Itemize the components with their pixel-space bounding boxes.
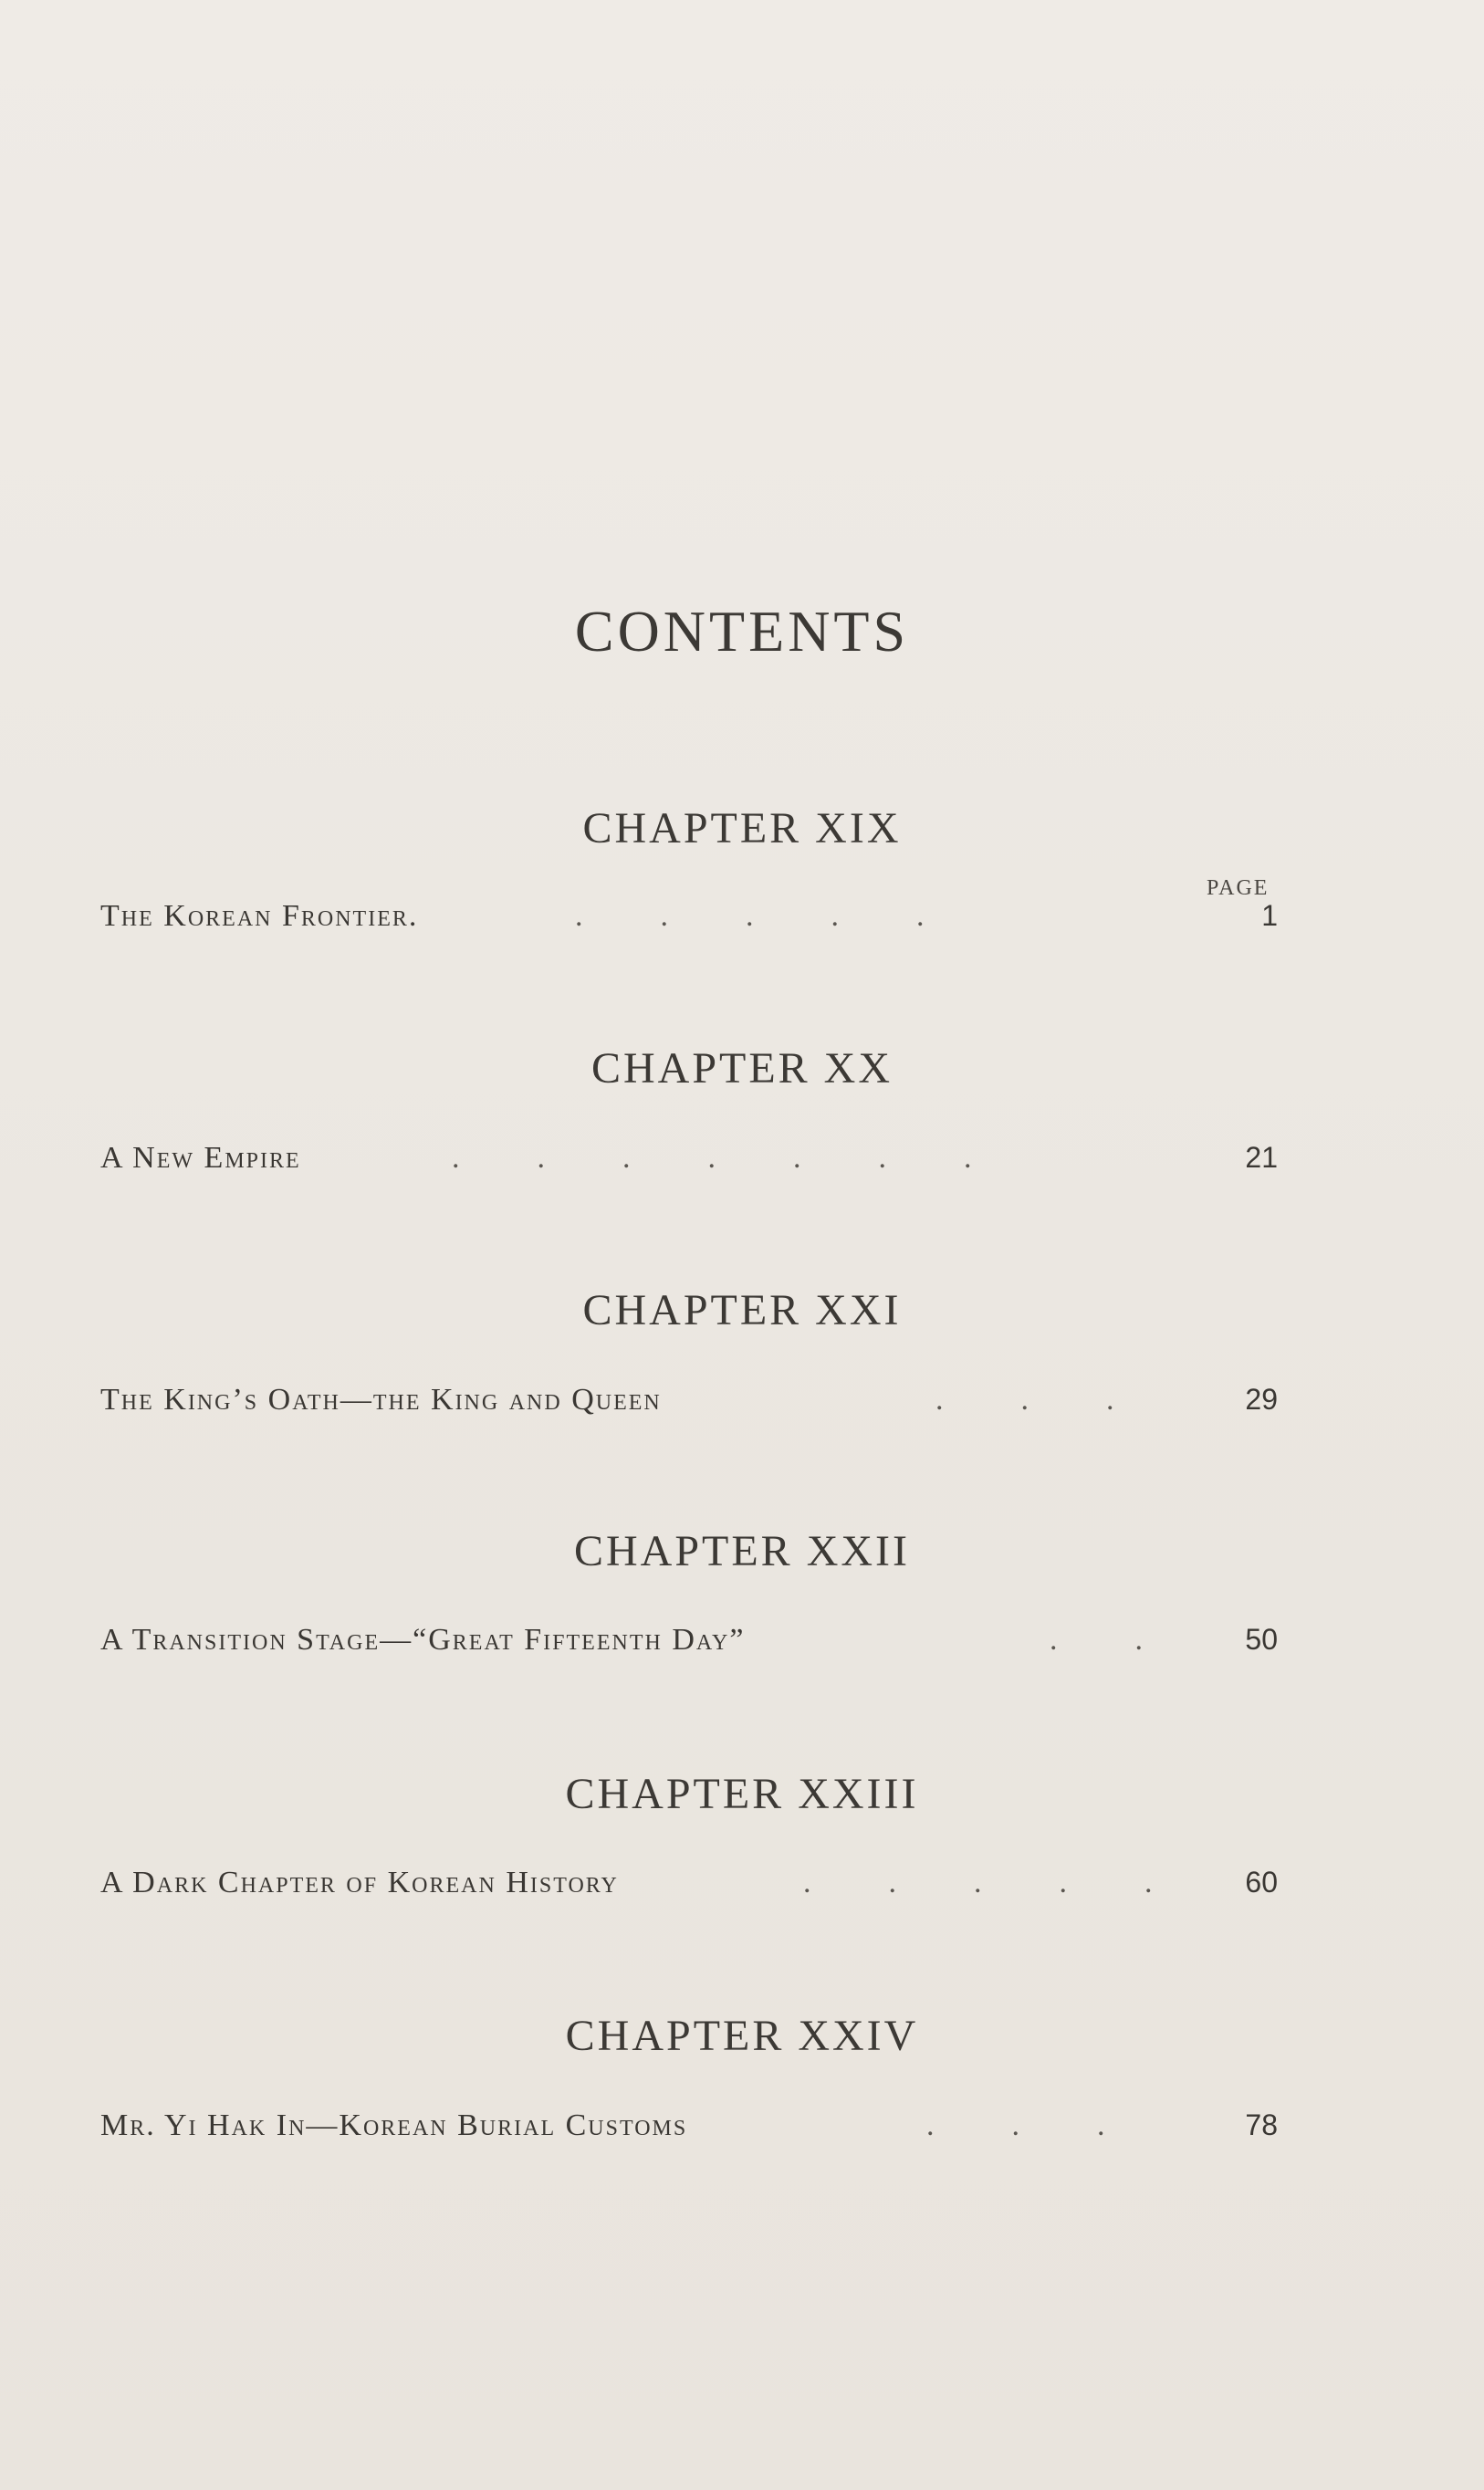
toc-entry[interactable] [100, 1623, 1278, 1669]
dot-leaders: . . . [935, 1383, 1114, 1417]
toc-entry-title: A New Empire [100, 1141, 301, 1175]
toc-entry-title: The Korean Frontier. [100, 899, 419, 933]
toc-entry[interactable] [100, 2108, 1278, 2154]
toc-entry-page: 29 [1245, 1383, 1278, 1416]
dot-leaders: . . . . . [803, 1866, 1153, 1899]
dot-leaders: . . . . . . . [452, 1141, 972, 1175]
toc-entry[interactable] [100, 899, 1278, 945]
chapter-heading: CHAPTER XXII [574, 1527, 910, 1575]
toc-entry-page: 1 [1261, 899, 1278, 932]
chapter-heading: CHAPTER XX [590, 1044, 894, 1093]
chapter-heading: CHAPTER XXI [582, 1286, 902, 1334]
page-title: CONTENTS [574, 599, 910, 664]
toc-entry-page: 50 [1245, 1623, 1278, 1656]
chapter-heading: CHAPTER XXIV [565, 2012, 919, 2060]
toc-entry-title: A Dark Chapter of Korean History [100, 1866, 619, 1899]
toc-entry-title: The King’s Oath—the King and Queen [100, 1383, 662, 1417]
dot-leaders: . . . . . [575, 899, 925, 933]
chapter-heading: CHAPTER XXIII [565, 1770, 919, 1818]
toc-entry-page: 60 [1245, 1866, 1278, 1899]
toc-entry[interactable] [100, 1383, 1278, 1428]
toc-entry[interactable] [100, 1866, 1278, 1911]
toc-entry-title: Mr. Yi Hak In—Korean Burial Customs [100, 2108, 688, 2142]
toc-entry[interactable] [100, 1141, 1278, 1187]
toc-entry-page: 21 [1245, 1141, 1278, 1174]
chapter-heading: CHAPTER XIX [582, 804, 902, 853]
toc-entry-title: A Transition Stage—“Great Fifteenth Day” [100, 1623, 746, 1657]
toc-entry-page: 78 [1245, 2108, 1278, 2141]
page-column-label: PAGE [1207, 876, 1270, 900]
dot-leaders: . . [1050, 1623, 1143, 1657]
dot-leaders: . . . [926, 2108, 1105, 2142]
